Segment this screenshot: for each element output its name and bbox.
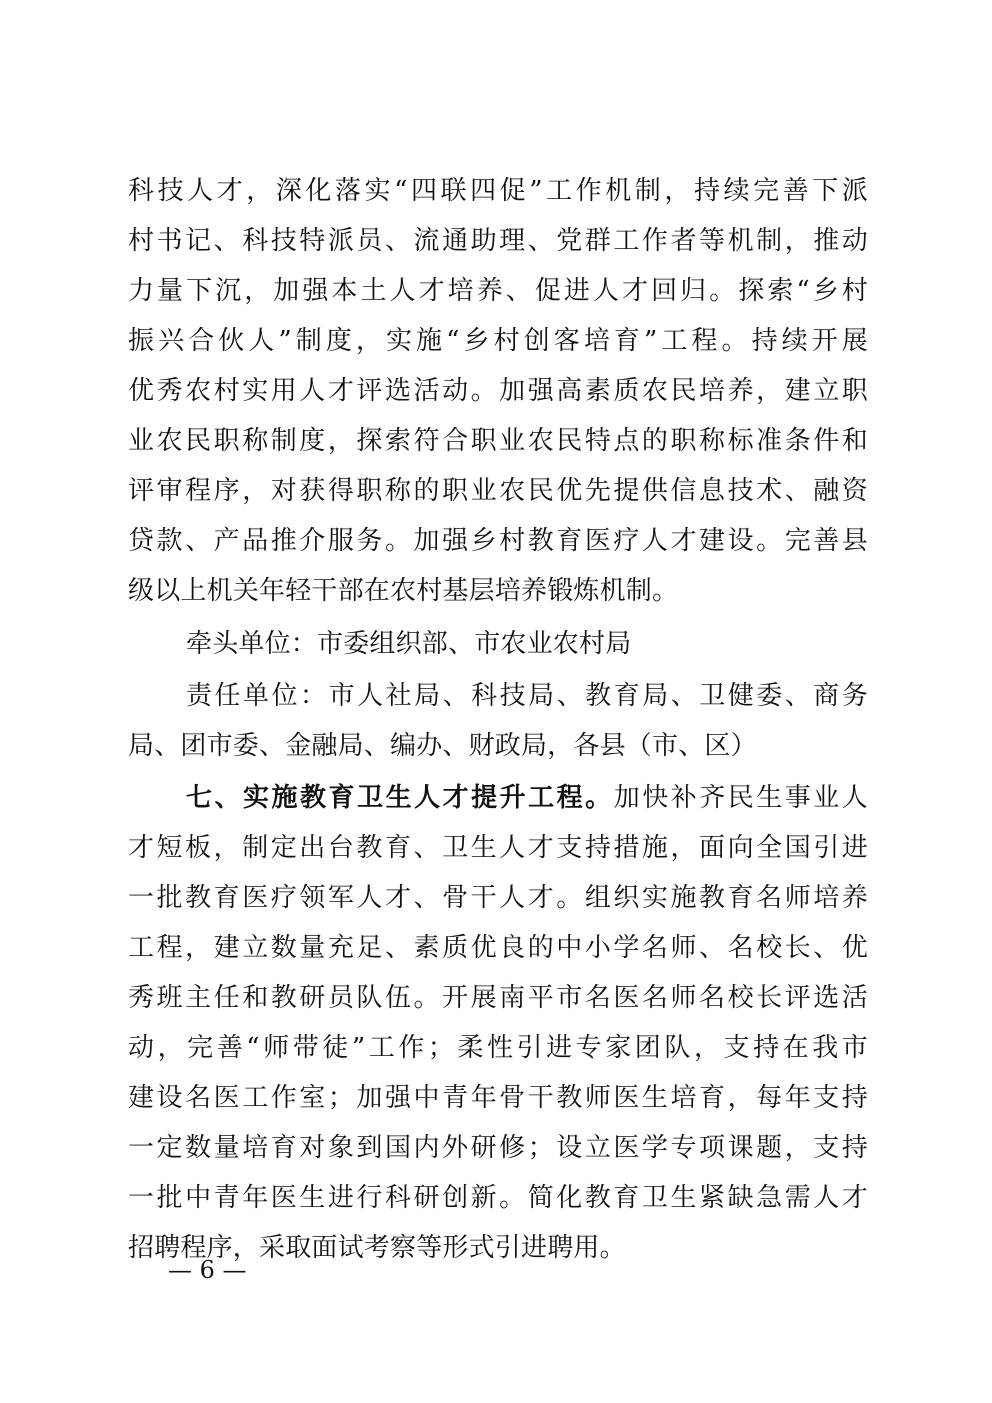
section-heading-continuation: 加快补齐民生事业人: [613, 783, 868, 813]
lead-unit-line: 牵头单位：市委组织部、市农业农村局: [186, 629, 632, 659]
paragraph-line: 一批教育医疗领军人才、骨干人才。组织实施教育名师培养: [128, 883, 868, 913]
section-heading-line: [186, 773, 868, 823]
responsible-units-line: 责任单位：市人社局、科技局、教育局、卫健委、商务: [186, 681, 868, 711]
paragraph-line: 贷款、产品推介服务。加强乡村教育医疗人才建设。完善县: [128, 526, 868, 556]
paragraph-line: 优秀农村实用人才评选活动。加强高素质农民培养，建立职: [128, 376, 868, 406]
paragraph-line: 才短板，制定出台教育、卫生人才支持措施，面向全国引进: [128, 833, 868, 863]
paragraph-line: 科技人才，深化落实“四联四促”工作机制，持续完善下派: [128, 176, 868, 206]
paragraph-line: 动，完善“师带徒”工作；柔性引进专家团队，支持在我市: [128, 1033, 868, 1063]
paragraph-line: 秀班主任和教研员队伍。开展南平市名医名师名校长评选活: [128, 983, 868, 1013]
paragraph-line: 业农民职称制度，探索符合职业农民特点的职称标准条件和: [128, 426, 868, 456]
paragraph-line: 评审程序，对获得职称的职业农民优先提供信息技术、融资: [128, 476, 868, 506]
paragraph-line: 一定数量培育对象到国内外研修；设立医学专项课题，支持: [128, 1133, 868, 1163]
paragraph-line: 力量下沉，加强本土人才培养、促进人才回归。探索“乡村: [128, 276, 868, 306]
paragraph-line: 工程，建立数量充足、素质优良的中小学名师、名校长、优: [128, 933, 868, 963]
paragraph-line: 级以上机关年轻干部在农村基层培养锻炼机制。: [128, 576, 679, 606]
paragraph-line: 村书记、科技特派员、流通助理、党群工作者等机制，推动: [128, 226, 868, 256]
page-number: — 6 —: [168, 1256, 247, 1284]
paragraph-line: 招聘程序，采取面试考察等形式引进聘用。: [128, 1233, 626, 1263]
paragraph-line: 一批中青年医生进行科研创新。简化教育卫生紧缺急需人才: [128, 1183, 868, 1213]
paragraph-line: 振兴合伙人”制度，实施“乡村创客培育”工程。持续开展: [128, 326, 868, 356]
responsible-units-line: 局、团市委、金融局、编办、财政局，各县（市、区）: [128, 731, 757, 761]
section-heading: 七、实施教育卫生人才提升工程。: [186, 783, 614, 813]
paragraph-line: 建设名医工作室；加强中青年骨干教师医生培育，每年支持: [128, 1083, 868, 1113]
